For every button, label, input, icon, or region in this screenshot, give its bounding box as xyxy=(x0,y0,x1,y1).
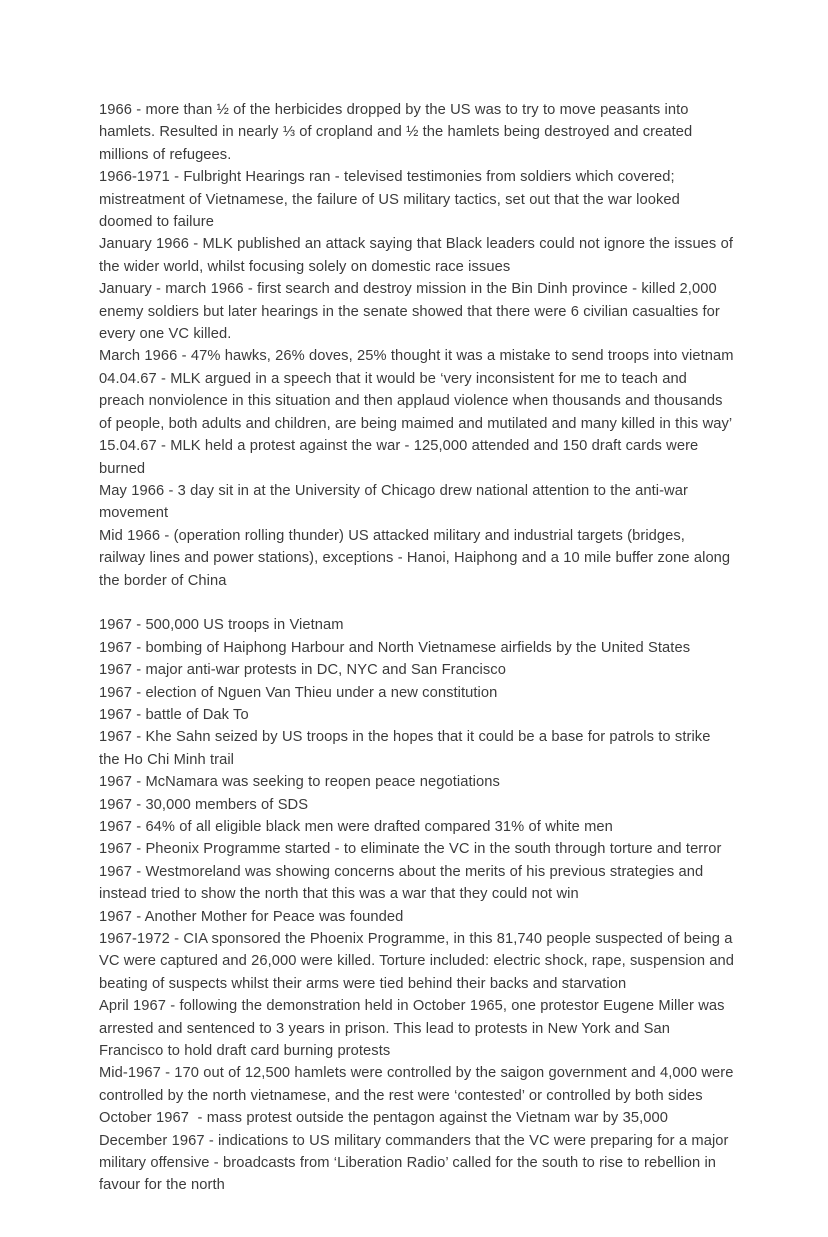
note-entry: 1967 - 30,000 members of SDS xyxy=(99,796,309,813)
note-entry: 1967 - major anti-war protests in DC, NYC and San Francisco xyxy=(99,662,506,679)
note-entry: Mid-1967 - 170 out of 12,500 hamlets were controlled by the saigon government and 4,000 were controlled by the north vietnamese, and the rest were ‘contested’ or controlled by both sides xyxy=(99,1065,738,1104)
section-break xyxy=(99,592,735,614)
note-entry: May 1966 - 3 day sit in at the University of Chicago drew national attention to the anti-war movement xyxy=(99,482,693,522)
note-entry: 1967 - 64% of all eligible black men were drafted compared 31% of white men xyxy=(99,818,613,835)
note-entry: 1967 - Pheonix Programme started - to eliminate the VC in the south through torture and terror xyxy=(99,841,722,858)
note-entry: 1966-1971 - Fulbright Hearings ran - televised testimonies from soldiers which covered; mistreatment of Vietnamese, the failure of US military tactics, set out that the war looked doomed to failure xyxy=(99,169,685,231)
note-entry: March 1966 - 47% hawks, 26% doves, 25% thought it was a mistake to send troops into vietnam xyxy=(99,348,734,365)
note-entry: 04.04.67 - MLK argued in a speech that it would be ‘very inconsistent for me to teach and preach nonviolence in this situation and then applaud violence when thousands and thousands of people, both adults and children, are being maimed and mutilated and many killed in this way’ xyxy=(99,370,733,432)
note-entry: 1967 - Another Mother for Peace was founded xyxy=(99,908,404,925)
document-body xyxy=(99,99,739,1197)
note-entry: October 1967 - mass protest outside the pentagon against the Vietnam war by 35,000 xyxy=(99,1110,668,1127)
note-entry: 1967-1972 - CIA sponsored the Phoenix Programme, in this 81,740 people suspected of being a VC were captured and 26,000 were killed. Torture included: electric shock, rape, suspension and beating of suspects whilst their arms were tied behind their backs and starvation xyxy=(99,931,739,992)
note-entry: Mid 1966 - (operation rolling thunder) US attacked military and industrial targets (bridges, railway lines and power stations), exceptions - Hanoi, Haiphong and a 10 mile buffer zone along the border of China xyxy=(99,527,735,589)
note-entry: January 1966 - MLK published an attack saying that Black leaders could not ignore the issues of the wider world, whilst focusing solely on domestic race issues xyxy=(99,236,738,275)
note-entry: 15.04.67 - MLK held a protest against the war - 125,000 attended and 150 draft cards were burned xyxy=(99,438,703,477)
note-entry: December 1967 - indications to US military commanders that the VC were preparing for a major military offensive - broadcasts from ‘Liberation Radio’ called for the south to rise to rebellion in favour for the north xyxy=(99,1132,733,1194)
section-1966 xyxy=(99,99,738,592)
note-entry: 1967 - Westmoreland was showing concerns about the merits of his previous strategies and instead tried to show the north that this was a war that they could not win xyxy=(99,863,708,903)
note-entry: January - march 1966 - first search and destroy mission in the Bin Dinh province - killed 2,000 enemy soldiers but later hearings in the senate showed that there were 6 civilian casualties for every one VC killed. xyxy=(99,281,725,343)
note-entry: 1967 - bombing of Haiphong Harbour and North Vietnamese airfields by the United States xyxy=(99,639,691,656)
note-entry: 1967 - 500,000 US troops in Vietnam xyxy=(99,617,344,634)
note-entry: April 1967 - following the demonstration held in October 1965, one protestor Eugene Miller was arrested and sentenced to 3 years in prison. This lead to protests in New York and San Francisco to hold draft card burning protests xyxy=(99,998,729,1060)
note-entry: 1967 - Khe Sahn seized by US troops in the hopes that it could be a base for patrols to strike the Ho Chi Minh trail xyxy=(99,729,715,768)
note-entry: 1967 - battle of Dak To xyxy=(99,706,249,723)
note-entry: 1966 - more than ½ of the herbicides dropped by the US was to try to move peasants into hamlets. Resulted in nearly ⅓ of cropland and ½ the hamlets being destroyed and created millions of refugees. xyxy=(99,102,697,163)
note-entry: 1967 - McNamara was seeking to reopen peace negotiations xyxy=(99,774,500,791)
note-entry: 1967 - election of Nguen Van Thieu under a new constitution xyxy=(99,684,498,701)
section-1967 xyxy=(99,614,739,1197)
